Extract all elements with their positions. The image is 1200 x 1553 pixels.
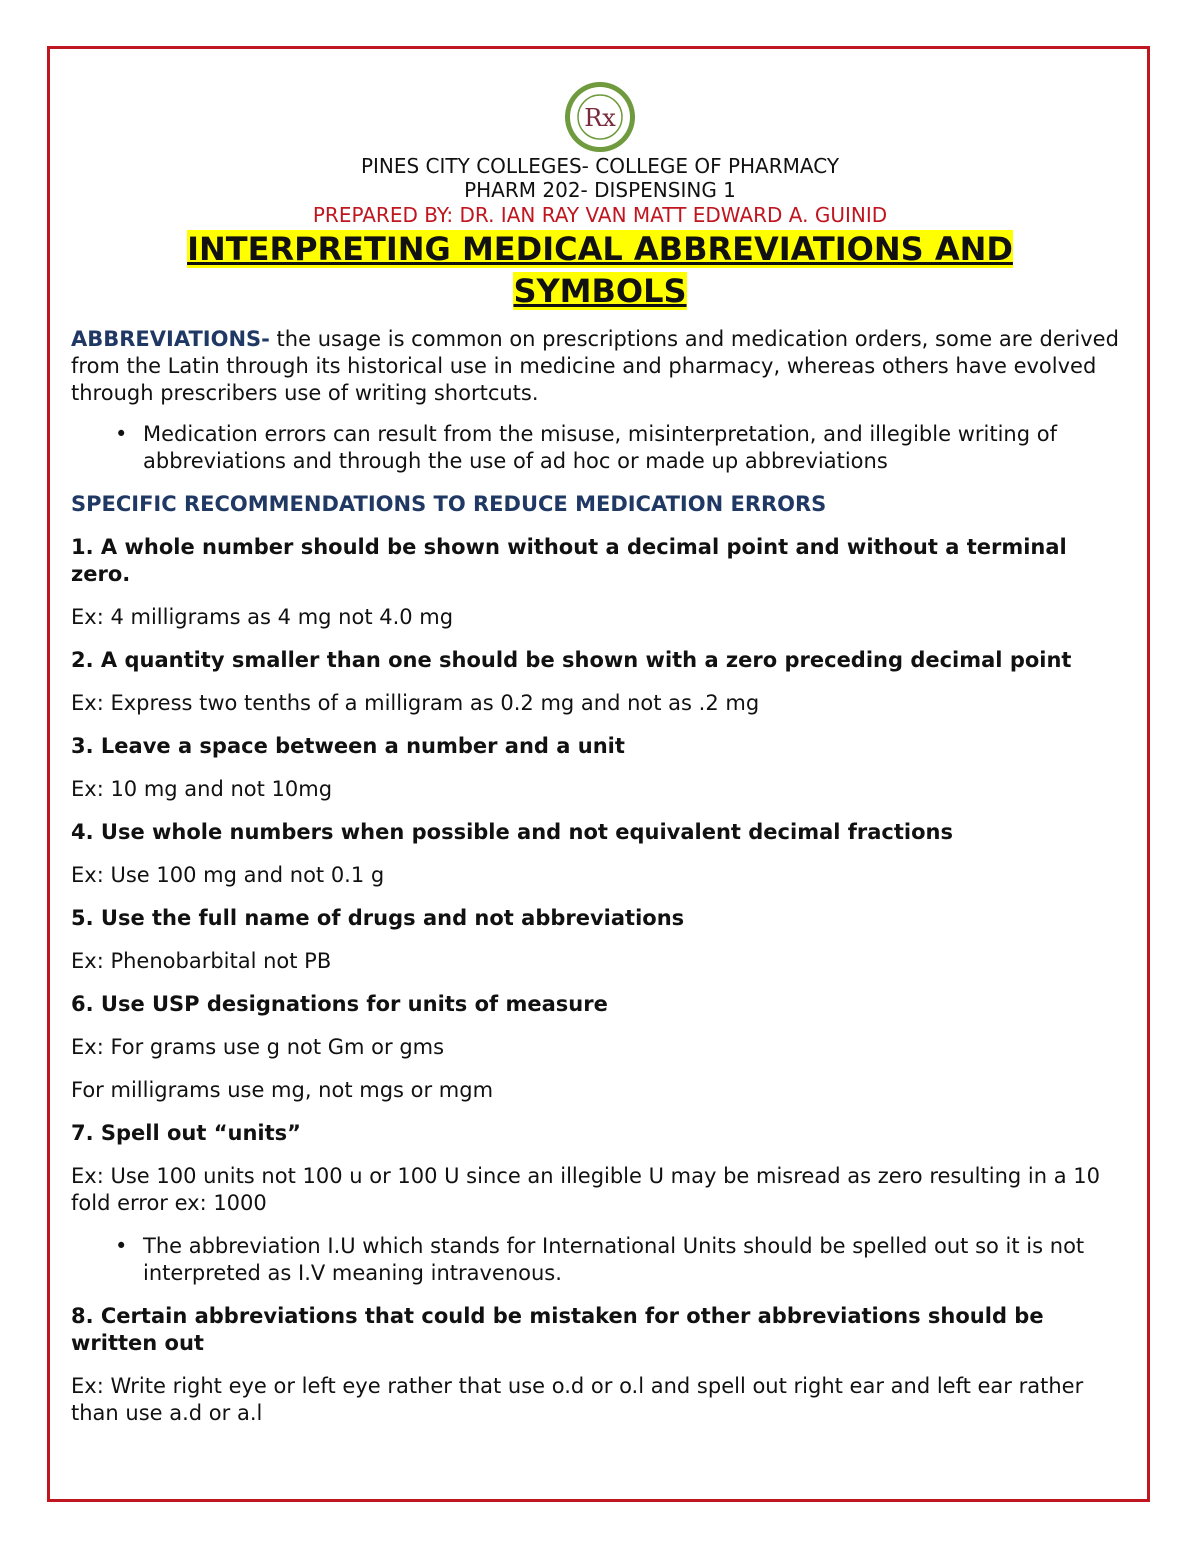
rule-6-title: 6. Use USP designations for units of measure [71,992,608,1016]
bullet-icon: • [115,422,128,446]
intro-paragraph [71,326,1131,407]
institution-name: PINES CITY COLLEGES- COLLEGE OF PHARMACY [360,154,840,178]
rule-3-example: Ex: 10 mg and not 10mg [71,777,333,801]
rule-6-example-2: For milligrams use mg, not mgs or mgm [71,1078,494,1102]
title-line-1: INTERPRETING MEDICAL ABBREVIATIONS AND [187,230,1013,268]
bullet-icon: • [115,1234,128,1258]
rule-1-title: 1. A whole number should be shown without a decimal point and without a terminal zero. [71,535,1067,586]
rule-8-title: 8. Certain abbreviations that could be mistaken for other abbreviations should be written out [71,1304,1044,1355]
rule-7-bullet-text: The abbreviation I.U which stands for International Units should be spelled out so it is not interpreted as I.V meaning intravenous. [143,1234,1085,1285]
intro-label: ABBREVIATIONS- [71,327,270,351]
section-heading: SPECIFIC RECOMMENDATIONS TO REDUCE MEDICATION ERRORS [71,492,827,516]
bullet-medication-errors [71,421,1131,475]
course-name: PHARM 202- DISPENSING 1 [464,178,736,202]
bullet-text: Medication errors can result from the misuse, misinterpretation, and illegible writing of abbreviations and through the use of ad hoc or made up abbreviations [143,422,1057,473]
rx-symbol: Rx [584,104,616,132]
college-seal-logo [558,80,642,154]
intro-text: the usage is common on prescriptions and medication orders, some are derived from the Latin through its historical use in medicine and pharmacy, whereas others have evolved through prescribers use of writing shortcuts. [71,327,1119,405]
rule-7-example: Ex: Use 100 units not 100 u or 100 U since an illegible U may be misread as zero resulting in a 10 fold error ex: 1000 [71,1164,1100,1215]
prepared-by: PREPARED BY: DR. IAN RAY VAN MATT EDWARD A. GUINID [312,203,888,227]
rule-2-title: 2. A quantity smaller than one should be shown with a zero preceding decimal point [71,648,1072,672]
rule-3-title: 3. Leave a space between a number and a unit [71,734,625,758]
rule-8-example: Ex: Write right eye or left eye rather that use o.d or o.l and spell out right ear and left ear rather than use a.d or a.l [71,1374,1084,1425]
rule-7-bullet [71,1233,1131,1287]
title-line-2: SYMBOLS [513,272,687,310]
rule-1-example: Ex: 4 milligrams as 4 mg not 4.0 mg [71,605,454,629]
document-title [0,228,1200,312]
rule-4-title: 4. Use whole numbers when possible and not equivalent decimal fractions [71,820,953,844]
rule-5-title: 5. Use the full name of drugs and not abbreviations [71,906,685,930]
rule-7-title: 7. Spell out “units” [71,1121,301,1145]
rule-6-example: Ex: For grams use g not Gm or gms [71,1035,445,1059]
rule-2-example: Ex: Express two tenths of a milligram as 0.2 mg and not as .2 mg [71,691,760,715]
document-body [71,326,1131,1443]
rule-5-example: Ex: Phenobarbital not PB [71,949,332,973]
rule-4-example: Ex: Use 100 mg and not 0.1 g [71,863,385,887]
